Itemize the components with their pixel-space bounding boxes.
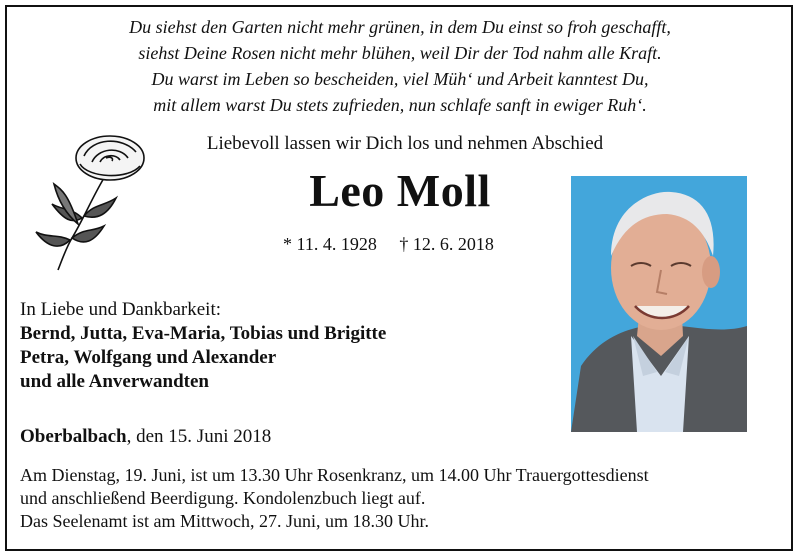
notice-line: und anschließend Beerdigung. Kondolenzbuch liegt auf.	[20, 488, 426, 508]
notice-line: Das Seelenamt ist am Mittwoch, 27. Juni, um 18.30 Uhr.	[20, 511, 429, 531]
deceased-name: Leo Moll	[309, 165, 491, 216]
place-date	[20, 426, 271, 448]
place-name: Oberbalbach	[20, 426, 127, 447]
notice-date: , den 15. Juni 2018	[126, 426, 272, 447]
poem-line: Du warst im Leben so bescheiden, viel Müh‘ und Arbeit kanntest Du,	[151, 69, 649, 89]
poem-line: siehst Deine Rosen nicht mehr blühen, weil Dir der Tod nahm alle Kraft.	[138, 43, 662, 63]
mourner-line: Bernd, Jutta, Eva-Maria, Tobias und Brigitte	[20, 323, 387, 344]
poem-line: Du siehst den Garten nicht mehr grünen, in dem Du einst so froh geschafft,	[129, 17, 671, 37]
poem	[0, 14, 800, 118]
poem-line: mit allem warst Du stets zufrieden, nun schlafe sanft in ewiger Ruh‘.	[153, 95, 647, 115]
death-date: † 12. 6. 2018	[399, 234, 494, 254]
funeral-notice	[20, 464, 649, 533]
portrait-illustration	[571, 176, 747, 432]
rose-icon	[22, 128, 162, 273]
life-dates	[283, 234, 512, 255]
portrait-photo	[571, 176, 747, 432]
farewell-line: Liebevoll lassen wir Dich los und nehmen Abschied	[206, 133, 604, 154]
mourner-line: und alle Anverwandten	[20, 371, 209, 392]
mourner-line: Petra, Wolfgang und Alexander	[20, 347, 277, 368]
notice-line: Am Dienstag, 19. Juni, ist um 13.30 Uhr Rosenkranz, um 14.00 Uhr Trauergottesdienst	[20, 465, 649, 485]
mourners-intro: In Liebe und Dankbarkeit:	[20, 299, 222, 320]
birth-date: * 11. 4. 1928	[283, 234, 377, 254]
mourners-block	[20, 298, 386, 394]
